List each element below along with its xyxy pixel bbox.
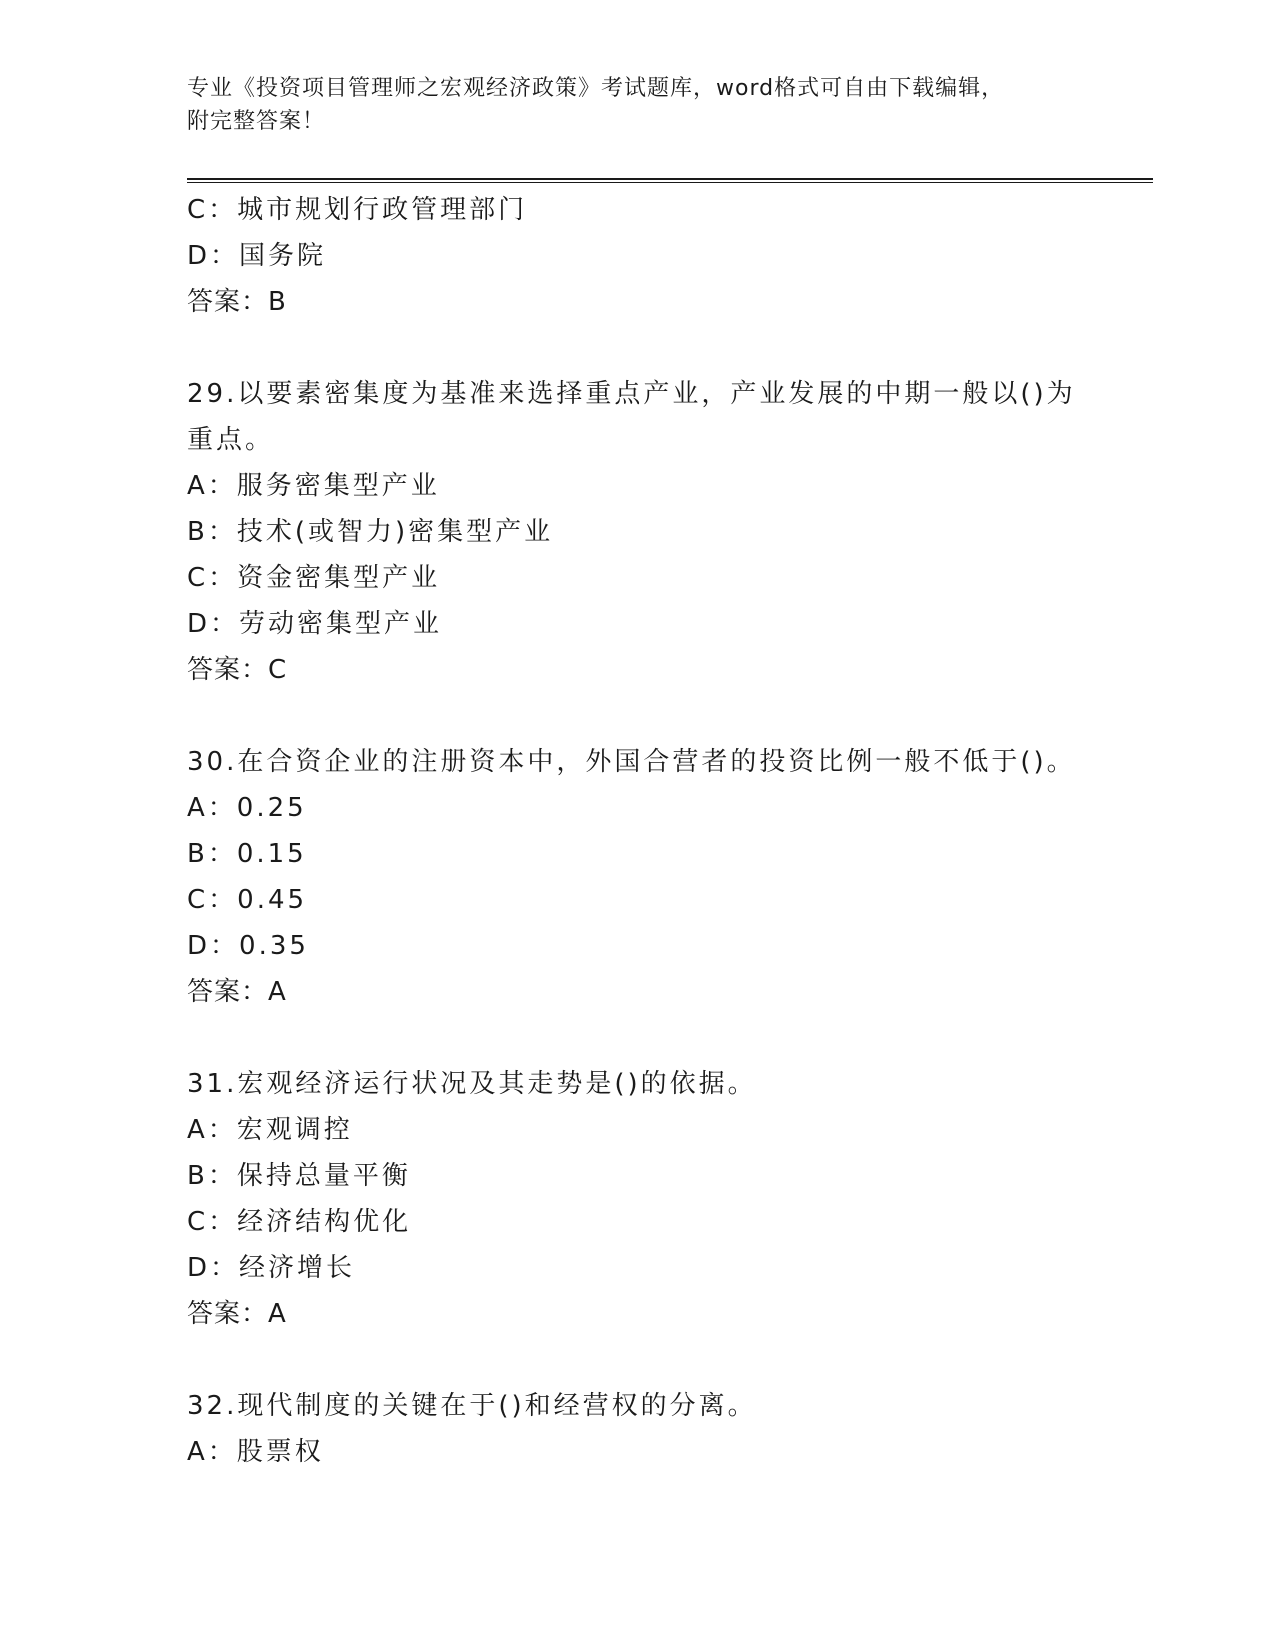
header-line-1: 专业《投资项目管理师之宏观经济政策》考试题库，word格式可自由下载编辑， [187,76,1005,101]
option-b: B：保持总量平衡 [187,1161,411,1191]
question-stem: 32.现代制度的关键在于()和经营权的分离。 [187,1391,757,1421]
option-c: C：城市规划行政管理部门 [187,195,528,225]
option-d: D：经济增长 [187,1253,356,1283]
answer-line: 答案：C [187,655,288,685]
question-continued [187,187,1147,325]
document-header [187,72,1067,138]
option-b: B：0.15 [187,839,307,869]
header-line-2: 附完整答案！ [187,109,326,134]
question-stem: 31.宏观经济运行状况及其走势是()的依据。 [187,1069,757,1099]
option-c: C：资金密集型产业 [187,563,441,593]
header-rule-thick [187,178,1153,180]
option-d: D：国务院 [187,241,327,271]
option-d: D：0.35 [187,931,309,961]
option-a: A：服务密集型产业 [187,471,440,501]
question-29 [187,371,1147,693]
question-stem: 30.在合资企业的注册资本中，外国合营者的投资比例一般不低于()。 [187,747,1076,777]
option-c: C：0.45 [187,885,308,915]
question-31 [187,1061,1147,1337]
option-d: D：劳动密集型产业 [187,609,443,639]
answer-line: 答案：A [187,1299,287,1329]
question-stem: 29.以要素密集度为基准来选择重点产业，产业发展的中期一般以()为重点。 [187,379,1076,455]
question-30 [187,739,1147,1015]
option-b: B：技术(或智力)密集型产业 [187,517,554,547]
option-c: C：经济结构优化 [187,1207,412,1237]
option-a: A：股票权 [187,1437,324,1467]
option-a: A：宏观调控 [187,1115,353,1145]
header-rule-thin [187,182,1153,183]
answer-line: 答案：A [187,977,287,1007]
question-32 [187,1383,1147,1475]
answer-line: 答案：B [187,287,287,317]
question-list [187,187,1147,1475]
option-a: A：0.25 [187,793,307,823]
